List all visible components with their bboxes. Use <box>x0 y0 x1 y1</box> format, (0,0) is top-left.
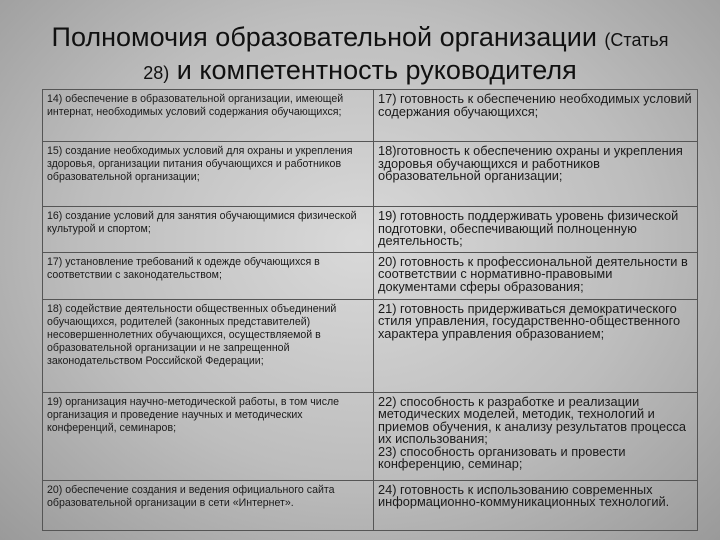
director-competence-cell: 19) готовность поддерживать уровень физической подготовки, обеспечивающий полноценную деятельность; <box>374 207 698 253</box>
director-competence-cell: 22) способность к разработке и реализации методических моделей, методик, технологий и приемов обучения, к анализу результатов процесса их использования; 23) способность организовать и провести конференцию, семинар; <box>374 392 698 480</box>
table-row <box>43 252 698 299</box>
table-row <box>43 90 698 142</box>
table-row <box>43 392 698 480</box>
slide-title <box>0 22 720 88</box>
organization-power-cell: 17) установление требований к одежде обучающихся в соответствии с законодательством; <box>43 252 374 299</box>
organization-power-cell: 19) организация научно-методической работы, в том числе организация и проведение научных и методических конференций, семинаров; <box>43 392 374 480</box>
organization-power-cell: 14) обеспечение в образовательной организации, имеющей интернат, необходимых условий содержания обучающихся; <box>43 90 374 142</box>
table-row <box>43 207 698 253</box>
organization-power-cell: 15) создание необходимых условий для охраны и укрепления здоровья, организации питания обучающихся и работников образовательной организации; <box>43 142 374 207</box>
table-row <box>43 480 698 530</box>
title-line2-small: 28) <box>143 63 170 83</box>
organization-power-cell: 16) создание условий для занятия обучающимися физической культурой и спортом; <box>43 207 374 253</box>
title-line1-small: (Статья <box>604 30 669 50</box>
director-competence-cell: 24) готовность к использованию современных информационно-коммуникационных технологий. <box>374 480 698 530</box>
director-competence-cell: 21) готовность придерживаться демократического стиля управления, государственно-общественного характера управления образованием; <box>374 299 698 392</box>
powers-competence-table <box>42 89 698 531</box>
table-row <box>43 299 698 392</box>
director-competence-cell: 20) готовность к профессиональной деятельности в соответствии с нормативно-правовыми документами сферы образования; <box>374 252 698 299</box>
organization-power-cell: 18) содействие деятельности общественных объединений обучающихся, родителей (законных представителей) несовершеннолетних обучающихся, осуществляемой в образовательной организации и не запрещенной законодательством Российской Федерации; <box>43 299 374 392</box>
director-competence-cell: 17) готовность к обеспечению необходимых условий содержания обучающихся; <box>374 90 698 142</box>
title-line2-main: и компетентность руководителя <box>176 55 577 85</box>
title-line1-main: Полномочия образовательной организации <box>51 22 597 52</box>
organization-power-cell: 20) обеспечение создания и ведения официального сайта образовательной организации в сети «Интернет». <box>43 480 374 530</box>
table-row <box>43 142 698 207</box>
director-competence-cell: 18)готовность к обеспечению охраны и укрепления здоровья обучающихся и работников образовательной организации; <box>374 142 698 207</box>
